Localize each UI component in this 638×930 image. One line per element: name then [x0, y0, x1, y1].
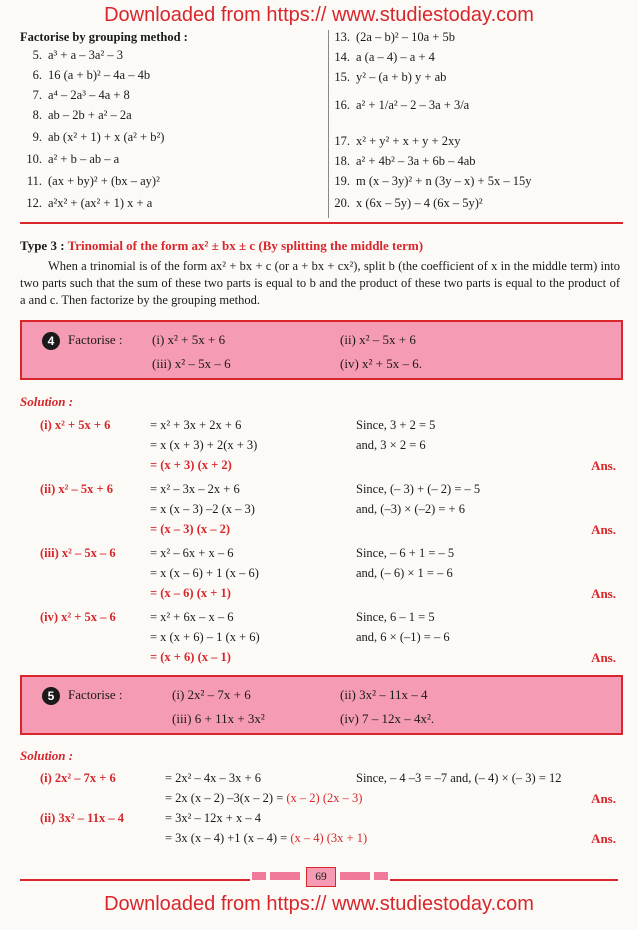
exercise-expression: ab (x² + 1) + x (a² + b²) — [48, 130, 165, 144]
sol5-i-line2 — [165, 791, 362, 806]
sol5-i-answer: (x – 2) (2x – 3) — [286, 791, 363, 805]
solution-step: = x² – 3x – 2x + 6 — [150, 482, 240, 496]
question-label: Factorise : — [68, 332, 123, 347]
solution-note: Since, 3 + 2 = 5 — [356, 418, 436, 432]
exercise-number: 17. — [334, 134, 350, 148]
solution-note: Since, 6 – 1 = 5 — [356, 610, 435, 624]
solution-step: = x (x + 3) + 2(x + 3) — [150, 438, 258, 452]
section-divider — [20, 222, 623, 224]
watermark-bottom[interactable]: Downloaded from https:// www.studiestoday.com — [104, 893, 534, 915]
question-number-badge: 5 — [42, 687, 60, 705]
exercise-expression: (ax + by)² + (bx – ay)² — [48, 174, 160, 188]
solution-step: = x² – 6x + x – 6 — [150, 546, 234, 560]
exercise-item — [20, 152, 119, 167]
solution-label: Solution : — [20, 394, 74, 409]
exercise-expression: y² – (a + b) y + ab — [356, 70, 447, 84]
footer-ornament — [252, 872, 266, 880]
exercise-expression: a² + b – ab – a — [48, 152, 120, 166]
exercise-number: 11. — [26, 174, 42, 188]
exercise-item — [20, 174, 160, 189]
exercise-number: 10. — [26, 152, 42, 166]
exercise-item — [328, 154, 476, 169]
exercise-expression: m (x – 3y)² + n (3y – x) + 5x – 15y — [356, 174, 532, 188]
exercise-item — [328, 50, 435, 65]
solution-step: = (x + 6) (x – 1) — [150, 650, 231, 664]
exercise-expression: a³ + a – 3a² – 3 — [48, 48, 123, 62]
solution-lhs: (iii) x² – 5x – 6 — [40, 546, 116, 560]
exercise-number: 6. — [32, 68, 42, 82]
exercise-expression: (2a – b)² – 10a + 5b — [356, 30, 455, 44]
exercise-number: 9. — [32, 130, 42, 144]
exercise-item — [20, 108, 132, 123]
exercise-number: 18. — [334, 154, 350, 168]
answer-marker: Ans. — [591, 458, 616, 473]
sol5-i-work: = 2x (x – 2) –3(x – 2) = — [165, 791, 287, 805]
solution-note: and, 6 × (–1) = – 6 — [356, 630, 450, 644]
question-part-iv: (iv) x² + 5x – 6. — [340, 356, 422, 371]
exercise-item — [20, 196, 152, 211]
question-number-badge: 4 — [42, 332, 60, 350]
exercise-expression: a² + 4b² – 3a + 6b – 4ab — [356, 154, 476, 168]
question-part-ii: (ii) 3x² – 11x – 4 — [340, 687, 428, 702]
answer-marker: Ans. — [591, 650, 616, 665]
question-part-iv: (iv) 7 – 12x – 4x². — [340, 711, 435, 726]
exercise-expression: ab – 2b + a² – 2a — [48, 108, 132, 122]
solution-lhs: (i) x² + 5x + 6 — [40, 418, 111, 432]
exercise-number: 15. — [334, 70, 350, 84]
exercise-expression: a⁴ – 2a³ – 4a + 8 — [48, 88, 130, 102]
sol5-ii-lhs: (ii) 3x² – 11x – 4 — [40, 811, 124, 825]
exercise-number: 12. — [26, 196, 42, 210]
exercise-item — [20, 48, 123, 63]
solution-step: = (x – 6) (x + 1) — [150, 586, 231, 600]
sol5-ii-line1: = 3x² – 12x + x – 4 — [165, 811, 261, 825]
exercise-header: Factorise by grouping method : — [20, 30, 188, 44]
sol5-i-line1: = 2x² – 4x – 3x + 6 — [165, 771, 261, 785]
type3-label: Type 3 : — [20, 238, 65, 253]
footer-rule-right — [390, 879, 618, 881]
exercise-number: 14. — [334, 50, 350, 64]
question-part-iii: (iii) 6 + 11x + 3x² — [172, 711, 265, 726]
solution-note: and, (–3) × (–2) = + 6 — [356, 502, 465, 516]
footer-ornament — [270, 872, 300, 880]
question-part-ii: (ii) x² – 5x + 6 — [340, 332, 416, 347]
exercise-item — [328, 174, 531, 189]
type3-title: Trinomial of the form ax² ± bx ± c (By splitting the middle term) — [67, 238, 424, 253]
answer-marker: Ans. — [591, 831, 616, 846]
exercise-item — [328, 134, 460, 149]
type3-paragraph: When a trinomial is of the form ax² + bx + c (or a + bx + cx²), split b (the coefficient of x in the middle term) into two parts such that the sum of these two parts is equal to b and the product of these two parts is equal to the product of a and c. Then factorize by the grouping method. — [20, 259, 620, 307]
sol5-ii-line2 — [165, 831, 367, 846]
question-box-5 — [20, 675, 623, 735]
question-box-4 — [20, 320, 623, 380]
exercise-number: 16. — [334, 98, 350, 112]
solution-step: = x (x – 6) + 1 (x – 6) — [150, 566, 259, 580]
footer-rule-left — [20, 879, 250, 881]
question-part-i: (i) x² + 5x + 6 — [152, 332, 226, 347]
solution-step: = (x – 3) (x – 2) — [150, 522, 231, 536]
exercise-item — [20, 130, 164, 145]
exercise-item — [328, 98, 469, 113]
solution-note: Since, (– 3) + (– 2) = – 5 — [356, 482, 481, 496]
exercise-expression: x (6x – 5y) – 4 (6x – 5y)² — [356, 196, 483, 210]
exercise-item — [20, 88, 130, 103]
exercise-item — [20, 68, 150, 83]
watermark-top[interactable]: Downloaded from https:// www.studiestoday.com — [104, 4, 534, 26]
exercise-number: 5. — [32, 48, 42, 62]
exercise-expression: 16 (a + b)² – 4a – 4b — [48, 68, 151, 82]
page-number: 69 — [306, 867, 336, 887]
answer-marker: Ans. — [591, 522, 616, 537]
solution-label-2: Solution : — [20, 748, 74, 763]
question-part-iii: (iii) x² – 5x – 6 — [152, 356, 231, 371]
type3-heading — [20, 238, 423, 254]
question-label: Factorise : — [68, 687, 123, 702]
exercise-expression: a (a – 4) – a + 4 — [356, 50, 435, 64]
sol5-i-lhs: (i) 2x² – 7x + 6 — [40, 771, 116, 785]
solution-note: and, (– 6) × 1 = – 6 — [356, 566, 453, 580]
solution-step: = (x + 3) (x + 2) — [150, 458, 232, 472]
footer-ornament — [374, 872, 388, 880]
exercise-expression: a²x² + (ax² + 1) x + a — [48, 196, 153, 210]
sol5-ii-work: = 3x (x – 4) +1 (x – 4) = — [165, 831, 291, 845]
question-part-i: (i) 2x² – 7x + 6 — [172, 687, 251, 702]
solution-note: Since, – 6 + 1 = – 5 — [356, 546, 455, 560]
sol5-i-note: Since, – 4 –3 = –7 and, (– 4) × (– 3) = 12 — [356, 771, 562, 785]
exercise-expression: x² + y² + x + y + 2xy — [356, 134, 461, 148]
exercise-number: 13. — [334, 30, 350, 44]
solution-step: = x (x – 3) –2 (x – 3) — [150, 502, 255, 516]
solution-note: and, 3 × 2 = 6 — [356, 438, 426, 452]
solution-step: = x (x + 6) – 1 (x + 6) — [150, 630, 260, 644]
exercise-number: 7. — [32, 88, 42, 102]
sol5-ii-answer: (x – 4) (3x + 1) — [290, 831, 368, 845]
answer-marker: Ans. — [591, 586, 616, 601]
exercise-expression: a² + 1/a² – 2 – 3a + 3/a — [356, 98, 470, 112]
footer-ornament — [340, 872, 370, 880]
exercise-number: 8. — [32, 108, 42, 122]
solution-lhs: (ii) x² – 5x + 6 — [40, 482, 114, 496]
exercise-item — [328, 196, 483, 211]
exercise-item — [328, 70, 446, 85]
exercise-number: 20. — [334, 196, 350, 210]
exercise-number: 19. — [334, 174, 350, 188]
solution-step: = x² + 3x + 2x + 6 — [150, 418, 242, 432]
answer-marker: Ans. — [591, 791, 616, 806]
exercise-item — [328, 30, 455, 45]
solution-lhs: (iv) x² + 5x – 6 — [40, 610, 116, 624]
solution-step: = x² + 6x – x – 6 — [150, 610, 234, 624]
